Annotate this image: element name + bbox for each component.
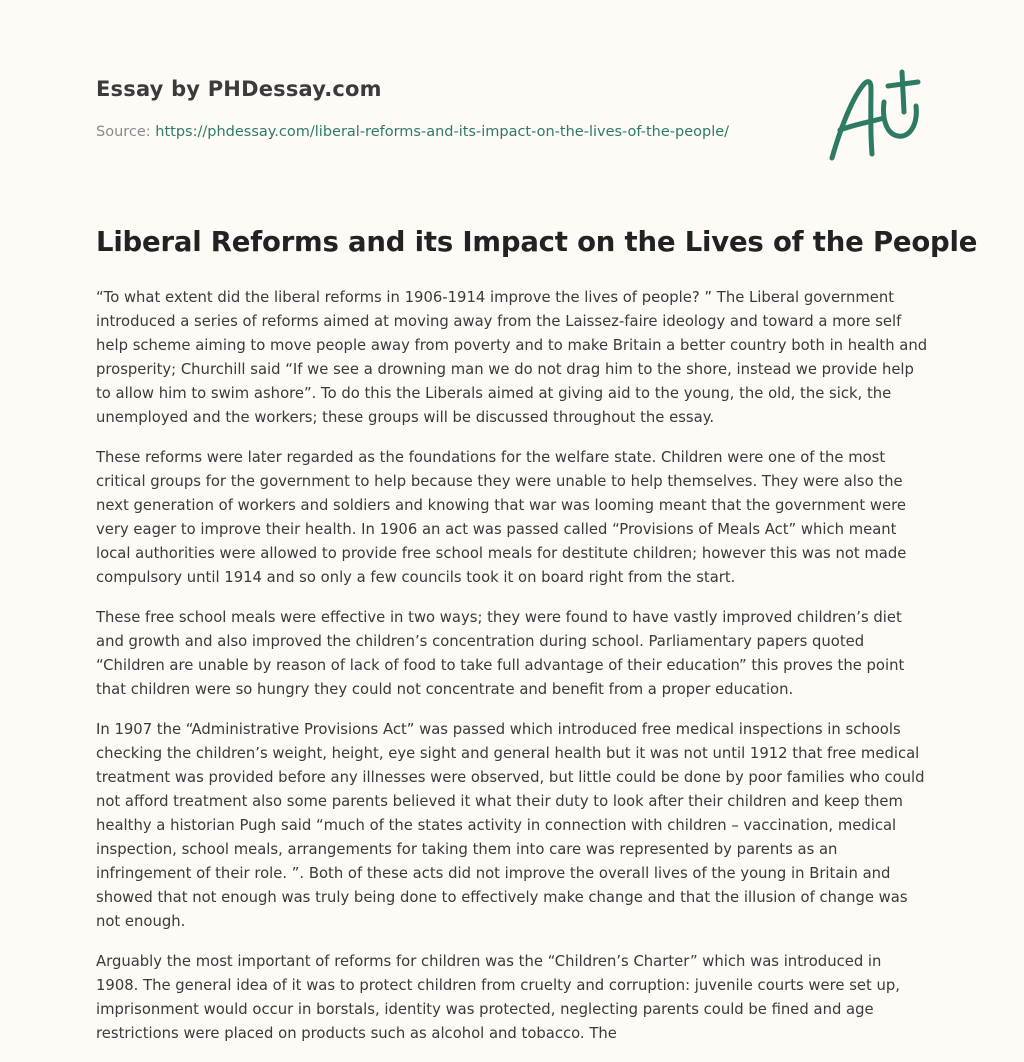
essay-body xyxy=(96,286,928,1062)
site-title: Essay by PHDessay.com xyxy=(96,77,382,101)
source-link[interactable]: https://phdessay.com/liberal-reforms-and-its-impact-on-the-lives-of-the-people/ xyxy=(155,124,730,140)
a-plus-logo-icon xyxy=(826,68,926,164)
essay-paragraph: In 1907 the “Administrative Provisions Act” was passed which introduced free medical inspections in schools checking the children’s weight, height, eye sight and general health but it was not until 1912 that free medical treatment was provided before any illnesses were observed, but little could be done by poor families who could not afford treatment also some parents believed it what their duty to look after their children and keep them healthy a historian Pugh said “much of the states activity in connection with children – vaccination, medical inspection, school meals, arrangements for taking them into care was represented by parents as an infringement of their role. ”. Both of these acts did not improve the overall lives of the young in Britain and showed that not enough was truly being done to effectively make change and that the illusion of change was not enough. xyxy=(96,721,925,930)
essay-paragraph: Arguably the most important of reforms for children was the “Children’s Charter” which was introduced in 1908. The general idea of it was to protect children from cruelty and corruption: juvenile courts were set up, imprisonment would occur in borstals, identity was protected, neglecting parents could be fined and age restrictions were placed on products such as alcohol and tobacco. The xyxy=(96,953,900,1042)
source-line xyxy=(96,124,729,140)
essay-title: Liberal Reforms and its Impact on the Lives of the People xyxy=(96,226,978,258)
source-label: Source: xyxy=(96,124,156,140)
essay-paragraph: These reforms were later regarded as the foundations for the welfare state. Children were one of the most critical groups for the government to help because they were unable to help themselves. They were also the next generation of workers and soldiers and knowing that war was looming meant that the government were very eager to improve their health. In 1906 an act was passed called “Provisions of Meals Act” which meant local authorities were allowed to provide free school meals for destitute children; however this was not made compulsory until 1914 and so only a few councils took it on board right from the start. xyxy=(96,449,907,586)
essay-paragraph: These free school meals were effective in two ways; they were found to have vastly improved children’s diet and growth and also improved the children’s concentration during school. Parliamentary papers quoted “Children are unable by reason of lack of food to take full advantage of their education” this proves the point that children were so hungry they could not concentrate and benefit from a proper education. xyxy=(96,609,905,698)
essay-paragraph: “To what extent did the liberal reforms in 1906-1914 improve the lives of people? ” The Liberal government introduced a series of reforms aimed at moving away from the Laissez-faire ideology and toward a more self help scheme aiming to move people away from poverty and to make Britain a better country both in health and prosperity; Churchill said “If we see a drowning man we do not drag him to the shore, instead we provide help to allow him to swim ashore”. To do this the Liberals aimed at giving aid to the young, the old, the sick, the unemployed and the workers; these groups will be discussed throughout the essay. xyxy=(96,289,928,426)
